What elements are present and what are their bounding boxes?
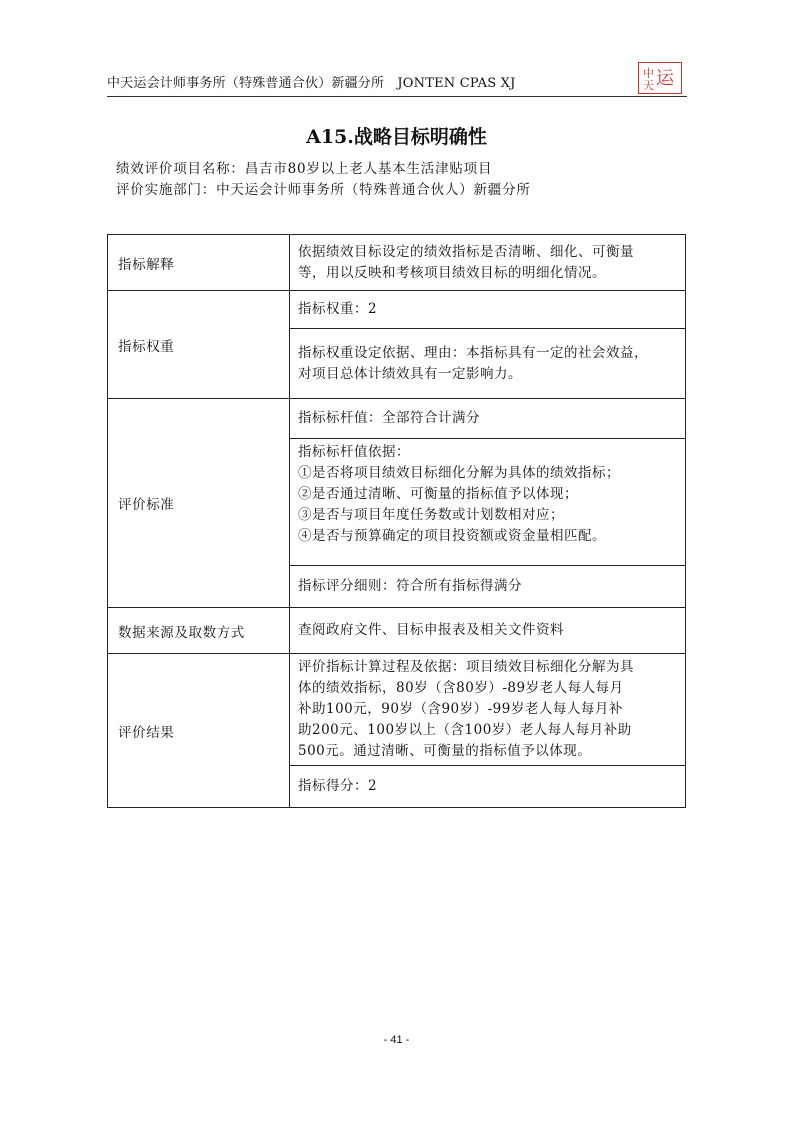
firm-logo — [638, 62, 682, 94]
text-line: 指标标杆值依据： — [298, 444, 410, 460]
row-label: 评价结果 — [108, 654, 290, 808]
text-line: 等，用以反映和考核项目绩效目标的明细化情况。 — [298, 264, 606, 281]
project-name: 绩效评价项目名称：昌吉市80岁以上老人基本生活津贴项目 — [116, 161, 493, 177]
evaluation-department: 评价实施部门：中天运会计师事务所（特殊普通合伙人）新疆分所 — [116, 182, 531, 198]
text-line: 指标权重设定依据、理由：本指标具有一定的社会效益， — [298, 344, 648, 361]
text-line: 依据绩效目标设定的绩效指标是否清晰、细化、可衡量 — [298, 243, 634, 260]
page-number: - 41 - — [383, 1034, 410, 1046]
firm-logo-seal — [640, 64, 680, 92]
text-line: ③是否与项目年度任务数或计划数相对应； — [298, 507, 564, 523]
page-title: A15.战略目标明确性 — [306, 126, 487, 148]
row-label: 指标解释 — [108, 235, 290, 291]
table-row-data-source — [108, 608, 686, 654]
table-row-weight — [108, 291, 686, 329]
table-row-indicator-explanation — [108, 235, 686, 291]
indicator-score: 指标得分：2 — [290, 766, 686, 808]
weight-basis — [290, 329, 686, 399]
svg-text:运: 运 — [656, 68, 674, 89]
text-line: ②是否通过清晰、可衡量的指标值予以体现； — [298, 486, 578, 502]
text-line: 对项目总体计绩效具有一定影响力。 — [298, 365, 522, 382]
text-line: ④是否与预算确定的项目投资额或资金量相匹配。 — [298, 528, 606, 544]
svg-text:中: 中 — [643, 67, 654, 80]
svg-text:天: 天 — [643, 79, 654, 92]
result-process — [290, 654, 686, 766]
benchmark-value: 指标标杆值：全部符合计满分 — [290, 399, 686, 439]
row-label: 评价标准 — [108, 399, 290, 608]
evaluation-table — [107, 234, 686, 808]
row-label: 指标权重 — [108, 291, 290, 399]
data-source: 查阅政府文件、目标申报表及相关文件资料 — [290, 608, 686, 654]
table-row-benchmark — [108, 399, 686, 439]
indicator-explanation — [290, 235, 686, 291]
row-label: 数据来源及取数方式 — [108, 608, 290, 654]
header-rule — [107, 96, 687, 97]
text-line: 助200元、100岁以上（含100岁）老人每人每月补助 — [298, 722, 632, 738]
text-line: ①是否将项目绩效目标细化分解为具体的绩效指标； — [298, 465, 620, 481]
running-header: 中天运会计师事务所（特殊普通合伙）新疆分所 JONTEN CPAS XJ — [107, 76, 516, 91]
indicator-weight: 指标权重：2 — [290, 291, 686, 329]
text-line: 500元。通过清晰、可衡量的指标值予以体现。 — [298, 743, 592, 759]
text-line: 补助100元，90岁（含90岁）-99岁老人每人每月补 — [298, 701, 623, 717]
table-row-result-process — [108, 654, 686, 766]
text-line: 评价指标计算过程及依据：项目绩效目标细化分解为具 — [298, 659, 634, 675]
text-line: 体的绩效指标，80岁（含80岁）-89岁老人每人每月 — [298, 680, 624, 696]
benchmark-basis — [290, 439, 686, 566]
scoring-rules: 指标评分细则：符合所有指标得满分 — [290, 566, 686, 608]
